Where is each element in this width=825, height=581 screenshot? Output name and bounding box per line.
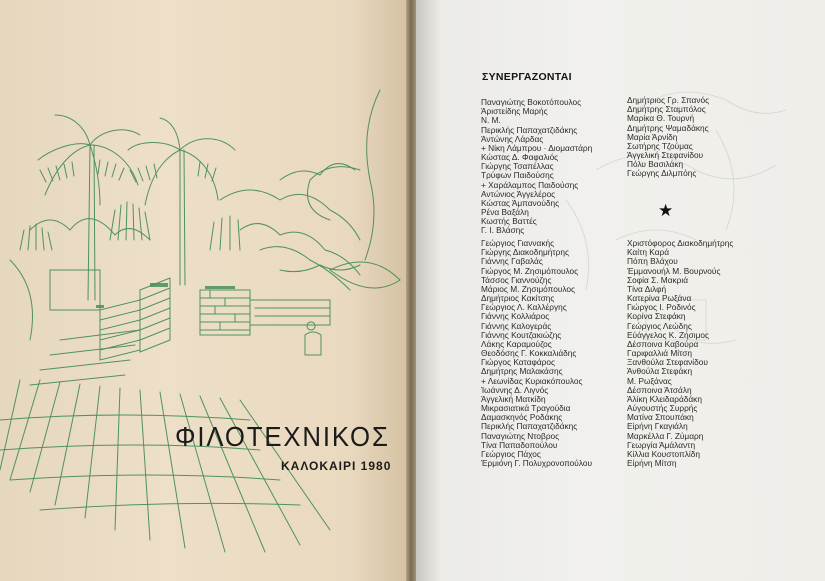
contributor-name: Γιώργος Καταφάρος	[481, 357, 556, 368]
contributor-name: Έρμιόνη Γ. Πολυχρονοπούλου	[481, 458, 593, 469]
contributor-name: Γεώργιος Λ. Καλλέργης	[481, 302, 567, 313]
contributor-name: Δημήτριος Γρ. Σπανός	[627, 95, 710, 105]
contributor-name: Γιώργης Διακοδημήτρης	[481, 247, 569, 258]
contributor-name: Γιώργος Ι. Ροδινός	[627, 302, 696, 313]
contributor-name: Δημήτρης Μαλακάσης	[481, 366, 563, 377]
contributor-name: Ρένα Βαξάλη	[481, 207, 529, 218]
contributor-name: Είρήνη Γκαγιάλη	[627, 421, 688, 432]
contributor-name: Τρύφων Παιδούσης	[481, 170, 554, 181]
contributor-name: Άριστείδης Μαρής	[481, 106, 548, 117]
contributor-name: + Χαράλαμπος Παιδούσης	[481, 179, 579, 190]
contributors-right-top	[627, 96, 709, 179]
contributors-heading: ΣΥΝΕΡΓΑΖΟΝΤΑΙ	[482, 71, 572, 83]
contributor-name: Γεωργία Άμάλαντη	[627, 439, 696, 450]
contributor-name: Κατερίνα Ρωξάνα	[627, 293, 692, 304]
contributor-name: Δαμασκηνός Ροδάκης	[481, 412, 563, 423]
contributors-left-top	[481, 98, 592, 236]
contributor-name: Μαρκέλλα Γ. Ζύμαρη	[627, 430, 704, 441]
contributor-name: Παναγιώτης Ντοβρος	[481, 430, 560, 441]
contributor-name: Γιάννης Κολλιάρος	[481, 311, 550, 322]
contributor-name: Δέσποινα Καβούρα	[627, 338, 699, 349]
contributor-name: Δημήτριος Κακίτσης	[481, 293, 555, 304]
contributor-name: Κορίνα Στεφάκη	[627, 311, 686, 322]
contributor-name: Λάκης Καραμούζος	[481, 338, 552, 349]
contributor-name: Γεώργης Διλμπόης	[627, 168, 697, 179]
star-icon: ★	[658, 201, 674, 220]
contributor-name: Μάριος Μ. Ζησιμόπουλος	[481, 283, 576, 294]
contributor-name: Γ. Ι. Βλάσης	[481, 225, 525, 236]
contributor-name: Γιώργος Μ. Ζησιμόπουλος	[481, 265, 579, 276]
contributor-name: Πόπη Βλάχου	[627, 256, 678, 267]
issue-date: ΚΑΛΟΚΑΙΡΙ 1980	[281, 459, 392, 473]
contributor-name: Μαρία Άρνίδη	[627, 131, 678, 142]
contributor-name: Θεοδόσης Γ. Κοκκαλιάδης	[481, 348, 577, 359]
contributor-name: Κώστας Άμπανούδης	[481, 197, 560, 208]
contributor-name: Δέσποινα Άτσάλη	[627, 384, 692, 395]
contributor-name: Ίωάννης Δ. Λιγνός	[481, 384, 549, 395]
contributor-name: Αύγουστής Συρρής	[627, 403, 698, 414]
contributor-name: Γιάννης Καλογεράς	[481, 320, 552, 331]
show-through-illustration	[416, 0, 825, 581]
contributor-name: Γεώργιος Λεώδης	[627, 320, 692, 331]
contributor-name: Παναγιώτης Βοκοτόπουλος	[481, 97, 582, 107]
contributor-name: Είρήνη Μίτση	[627, 458, 677, 469]
contributor-name: Γιώργης Τσαπέλλας	[481, 161, 554, 172]
contributor-name: Τάσσος Γιαννούζης	[481, 274, 552, 285]
contributor-name: Τίνα Διλφή	[627, 283, 667, 294]
contributor-name: Πόλυ Βασιλάκη	[627, 159, 684, 170]
contributor-name: Ν. Μ.	[481, 115, 501, 126]
contributor-name: Γαριφαλλιά Μίτση	[627, 348, 692, 359]
contributor-name: Σωτήρης Τζούμας	[627, 140, 693, 151]
contributor-name: Μικρασιατικά Τραγούδια	[481, 403, 571, 414]
contributor-name: Μαρίκα Θ. Τουρνή	[627, 113, 695, 124]
contributors-right-bottom	[627, 239, 733, 468]
garden-illustration	[0, 0, 410, 581]
contributor-name: Καίτη Καρά	[627, 247, 670, 258]
contributor-name: Ματίνα Σπουπάκη	[627, 412, 694, 423]
contributor-name: + Λεωνίδας Κυριακόπουλος	[481, 375, 583, 386]
contributors-left-bottom	[481, 239, 592, 468]
contributor-name: Κίλλια Κουστοπλίδη	[627, 448, 700, 459]
contributor-name: Γεώργιος Πάχος	[481, 448, 541, 459]
magazine-title: ΦΙΛΟΤΕΧΝΙΚΟΣ	[175, 421, 390, 452]
contributor-name: Άγγελική Στεφανίδου	[627, 150, 704, 161]
contributor-name: + Νίκη Λάμπρου · Διομαστάρη	[481, 142, 593, 153]
contributor-name: Κώστας Δ. Φαφαλιός	[481, 152, 559, 163]
cover-page	[0, 0, 410, 581]
contributor-name: Άνθούλα Στεφάκη	[627, 366, 693, 377]
contributor-name: Άλίκη Κλειδαράδάκη	[627, 393, 702, 404]
book-spine	[406, 0, 416, 581]
contributor-name: Τίνα Παπαδοπούλου	[481, 439, 558, 450]
contributor-name: Γεώργιος Γιαννακής	[481, 238, 555, 248]
contributor-name: Έμμανουήλ Μ. Βουρνούς	[627, 265, 721, 276]
contributor-name: Εύάγγελος Κ. Ζήσιμος	[627, 329, 709, 340]
contributor-name: Άντώνης Λάρδας	[481, 133, 544, 144]
contributors-page	[416, 0, 825, 581]
contributor-name: Περικλής Παπαχατζιδάκης	[481, 124, 578, 135]
contributor-name: Περικλής Παπαχατζιδάκης	[481, 421, 578, 432]
contributor-name: Ξανθούλα Στεφανίδου	[627, 357, 708, 368]
contributor-name: Δημήτρης Σταμπόλος	[627, 104, 706, 115]
contributor-name: Γιάννης Γαβαλάς	[481, 256, 543, 267]
contributor-name: Αντώνιος Άγγελέρος	[481, 188, 556, 199]
contributor-name: Σοφία Σ. Μακριά	[627, 274, 689, 285]
contributor-name: Γιάννης Κουτζακιώζης	[481, 329, 562, 340]
contributor-name: Άγγελική Ματκίδη	[481, 393, 546, 404]
contributor-name: Χριστόφορος Διακοδημήτρης	[627, 238, 734, 248]
contributor-name: Δημήτρης Ψαμαδάκης	[627, 122, 709, 133]
contributor-name: Μ. Ρωξάνας	[627, 375, 672, 386]
contributor-name: Κωστής Βαττές	[481, 216, 537, 227]
